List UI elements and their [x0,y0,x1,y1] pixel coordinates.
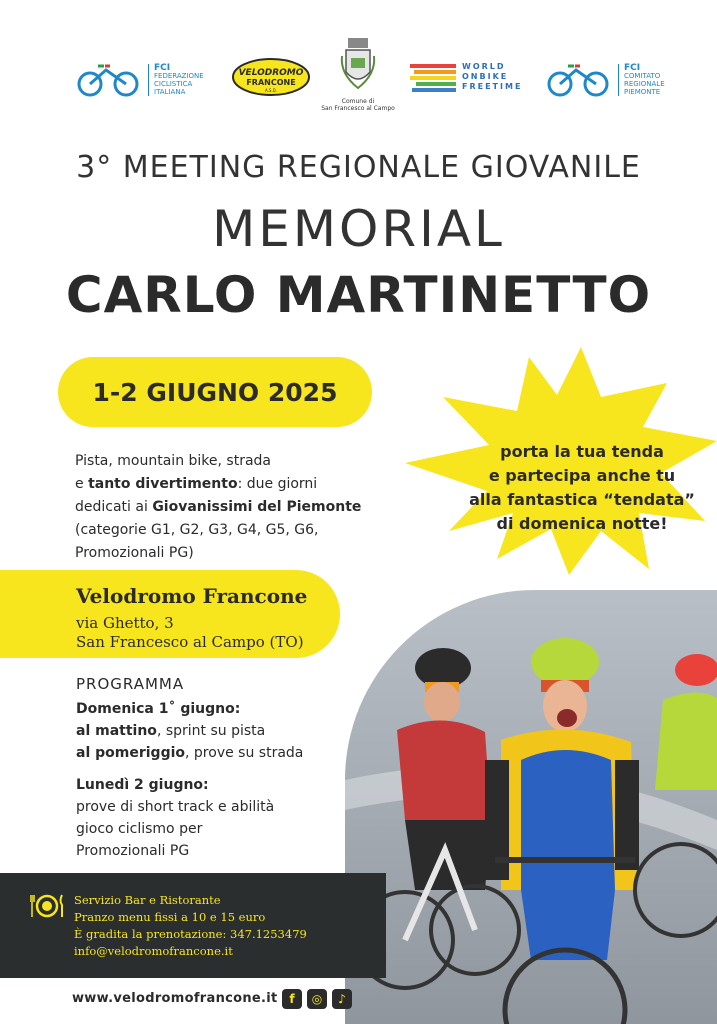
fci-line1: FEDERAZIONE [154,72,204,80]
honoree-name-title: CARLO MARTINETTO [65,266,652,324]
morning-text: , sprint su pista [156,723,266,739]
day1-heading: Domenica 1˚ giugno: [76,701,241,717]
wob-line3: FREETIME [462,82,523,91]
rainbow-stripes-icon [410,62,456,92]
callout-line2: e partecipa anche tu [488,466,676,485]
desc-text: e [75,476,89,492]
fci-line2: CICLISTICA [154,80,193,88]
desc-line2 [75,473,405,496]
fci-abbr: FCI [154,63,171,73]
callout-line3: alla fantastica “tendata” [469,490,695,509]
fci2-abbr: FCI [624,63,641,73]
programma-day1 [76,698,376,764]
programma-heading: PROGRAMMA [76,675,185,693]
desc-text: : due giorni [237,476,318,492]
world-on-bike-logo [410,62,522,92]
day2-line2: gioco ciclismo per [76,821,203,837]
event-date-badge: 1-2 GIUGNO 2025 [58,357,372,427]
service-info [74,892,307,960]
plate-cutlery-icon [30,893,64,919]
service-line1: Servizio Bar e Ristorante [74,893,221,907]
service-line3: È gradita la prenotazione: 347.1253479 [74,927,307,941]
tendata-callout [462,440,702,536]
velodromo-logo [232,58,310,96]
website-link[interactable]: www.velodromofrancone.it [72,991,278,1006]
event-description [75,450,405,565]
day1-afternoon [76,742,376,764]
wob-line2: ONBIKE [462,72,509,81]
fci-line3: ITALIANA [154,88,186,96]
coat-of-arms-icon [338,36,378,92]
instagram-icon[interactable]: ◎ [307,989,327,1009]
desc-bold: Giovanissimi del Piemonte [152,499,362,515]
desc-line5: Promozionali PG) [75,545,194,561]
fci2-line3: PIEMONTE [624,88,661,96]
day2-heading: Lunedì 2 giugno: [76,777,209,793]
fci-comitato-logo [546,60,665,100]
afternoon-text: , prove su strada [185,745,304,761]
event-edition-title: 3° MEETING REGIONALE GIOVANILE [76,150,641,185]
fci-bike-icon [546,60,610,100]
afternoon-label: al pomeriggio [76,745,186,761]
service-email[interactable]: info@velodromofrancone.it [74,944,233,958]
callout-line4: di domenica notte! [496,514,668,533]
velodromo-name2: FRANCONE [246,78,296,87]
morning-label: al mattino [76,723,157,739]
desc-text: dedicati ai [75,499,153,515]
day2-line1: prove di short track e abilità [76,799,275,815]
tiktok-icon[interactable]: ♪ [332,989,352,1009]
venue-name: Velodromo Francone [76,584,308,608]
venue-street: via Ghetto, 3 [76,614,174,632]
fci-bike-icon [76,60,140,100]
comune-line1: Comune di [341,98,375,105]
fci2-line2: REGIONALE [624,80,665,88]
comune-logo [318,36,398,112]
service-line2: Pranzo menu fissi a 10 e 15 euro [74,910,266,924]
desc-line4: (categorie G1, G2, G3, G4, G5, G6, [75,522,319,538]
desc-line1: Pista, mountain bike, strada [75,453,271,469]
callout-line1: porta la tua tenda [500,442,664,461]
comune-line2: San Francesco al Campo [321,105,395,112]
facebook-icon[interactable]: f [282,989,302,1009]
memorial-title: MEMORIAL [212,200,505,258]
desc-line3 [75,496,405,519]
desc-bold: tanto divertimento [88,476,238,492]
programma-day2 [76,774,376,862]
velodromo-name1: VELODROMO [238,68,304,78]
wob-line1: WORLD [462,62,506,71]
day2-line3: Promozionali PG [76,843,190,859]
fci2-line1: COMITATO [624,72,661,80]
fci-federazione-logo [76,60,204,100]
day1-morning [76,720,376,742]
velodromo-sub: A.S.D. [264,88,278,93]
cyclists-photo [345,590,717,1024]
venue-city: San Francesco al Campo (TO) [76,633,304,651]
